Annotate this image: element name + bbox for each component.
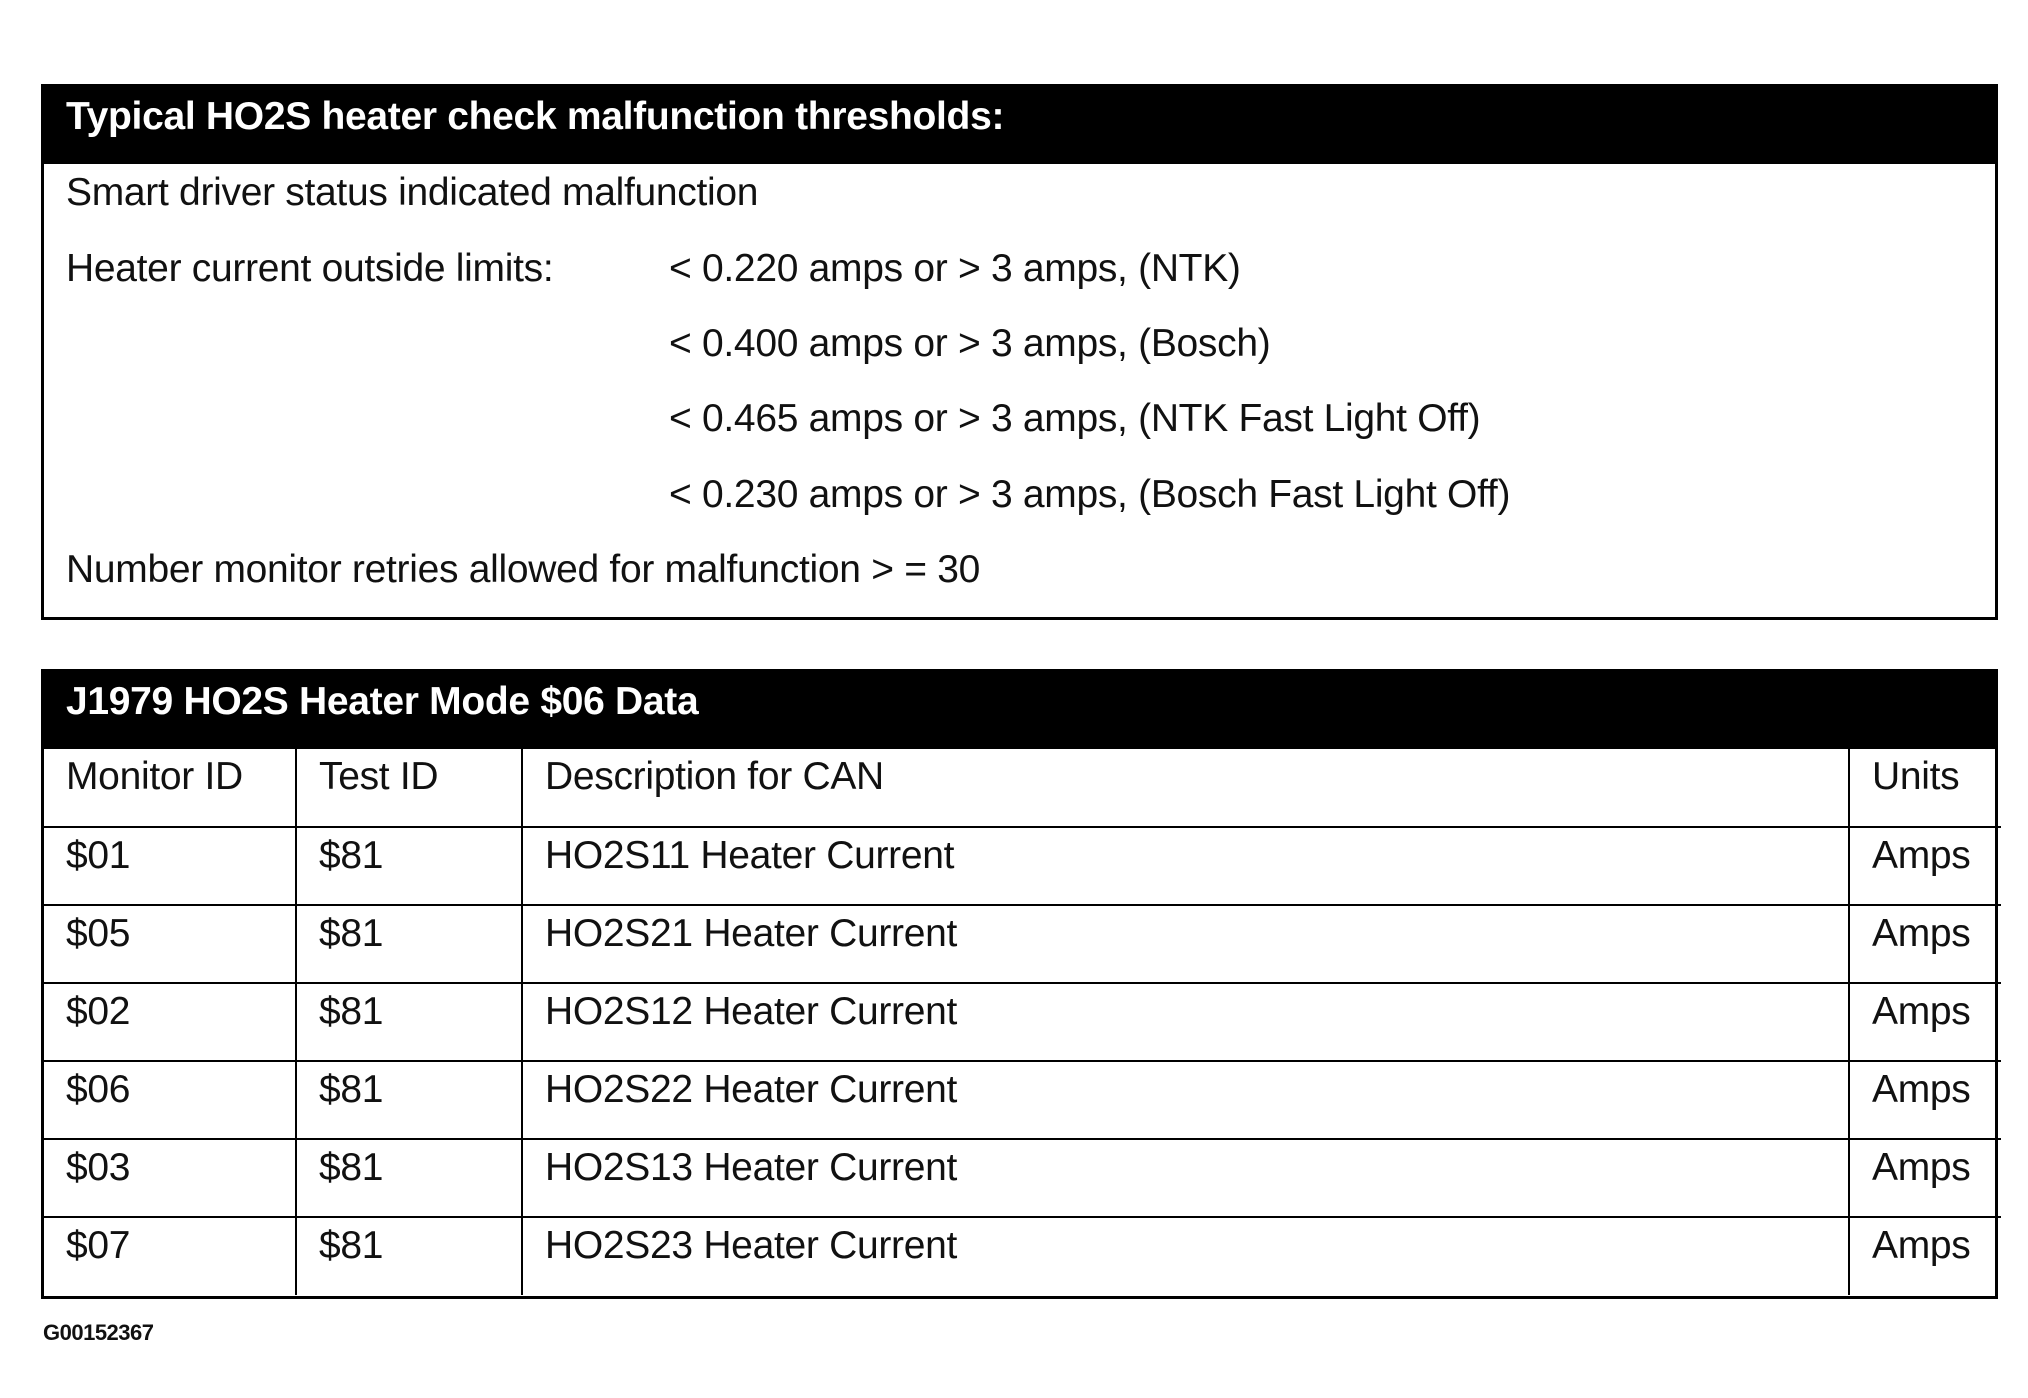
monitor-id-cell: $06 (44, 1061, 296, 1139)
units-cell: Amps (1849, 1061, 2001, 1139)
units-cell: Amps (1849, 905, 2001, 983)
table-row (44, 1061, 2001, 1139)
monitor-id-cell: $05 (44, 905, 296, 983)
heater-current-label: Heater current outside limits: (66, 247, 554, 290)
description-cell: HO2S13 Heater Current (522, 1139, 1849, 1217)
figure-id: G00152367 (43, 1320, 154, 1345)
test-id-cell: $81 (296, 905, 522, 983)
mode06-title: J1979 HO2S Heater Mode $06 Data (44, 672, 1995, 749)
test-id-cell: $81 (296, 1139, 522, 1217)
description-cell: HO2S22 Heater Current (522, 1061, 1849, 1139)
mode06-table (44, 749, 2001, 1295)
header-description: Description for CAN (522, 749, 1849, 827)
monitor-id-cell: $02 (44, 983, 296, 1061)
test-id-cell: $81 (296, 827, 522, 905)
mode06-box (41, 669, 1998, 1299)
table-row (44, 1217, 2001, 1295)
smart-driver-text: Smart driver status indicated malfunction (66, 171, 759, 214)
test-id-cell: $81 (296, 1217, 522, 1295)
units-cell: Amps (1849, 1139, 2001, 1217)
limit-ntk-fast-light-off: < 0.465 amps or > 3 amps, (NTK Fast Light Off) (669, 397, 1481, 440)
table-row (44, 1139, 2001, 1217)
header-test-id: Test ID (296, 749, 522, 827)
units-cell: Amps (1849, 983, 2001, 1061)
units-cell: Amps (1849, 1217, 2001, 1295)
monitor-id-cell: $03 (44, 1139, 296, 1217)
table-row (44, 827, 2001, 905)
thresholds-title: Typical HO2S heater check malfunction thresholds: (44, 87, 1995, 164)
description-cell: HO2S21 Heater Current (522, 905, 1849, 983)
table-row (44, 983, 2001, 1061)
header-units: Units (1849, 749, 2001, 827)
table-header-row (44, 749, 2001, 827)
table-row (44, 905, 2001, 983)
test-id-cell: $81 (296, 983, 522, 1061)
limit-ntk: < 0.220 amps or > 3 amps, (NTK) (669, 247, 1241, 290)
description-cell: HO2S12 Heater Current (522, 983, 1849, 1061)
description-cell: HO2S23 Heater Current (522, 1217, 1849, 1295)
monitor-id-cell: $07 (44, 1217, 296, 1295)
monitor-id-cell: $01 (44, 827, 296, 905)
limit-bosch: < 0.400 amps or > 3 amps, (Bosch) (669, 322, 1271, 365)
test-id-cell: $81 (296, 1061, 522, 1139)
limit-bosch-fast-light-off: < 0.230 amps or > 3 amps, (Bosch Fast Light Off) (669, 473, 1511, 516)
retries-text: Number monitor retries allowed for malfunction > = 30 (66, 548, 981, 591)
units-cell: Amps (1849, 827, 2001, 905)
description-cell: HO2S11 Heater Current (522, 827, 1849, 905)
thresholds-box (41, 84, 1998, 620)
header-monitor-id: Monitor ID (44, 749, 296, 827)
